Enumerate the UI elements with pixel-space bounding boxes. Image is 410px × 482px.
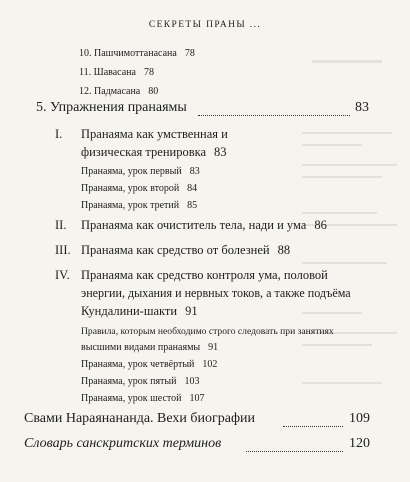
toc-entry-page: 78	[143, 67, 154, 78]
lesson-entry: Пранаяма, урок третий 85	[81, 200, 198, 211]
rules-entry: высшими видами пранаямы 91	[81, 342, 219, 353]
section-title: Пранаяма как средство от болезней 88	[81, 243, 291, 257]
lesson-entry: Пранаяма, урок второй 84	[81, 183, 198, 194]
section-page: 86	[314, 218, 327, 232]
toc-entry-page: 80	[148, 86, 159, 97]
toc-entry	[79, 48, 195, 59]
glossary-page: 120	[349, 436, 370, 451]
lesson-entry: Пранаяма, урок шестой 107	[81, 393, 205, 404]
toc-entry-title: 10. Пашчимоттанасана	[79, 48, 177, 59]
section-title: Пранаяма как средство контроля ума, половой	[81, 268, 328, 282]
dot-leader	[246, 451, 343, 452]
rules-page: 91	[208, 342, 219, 353]
chapter-title: 5. Упражнения пранаямы	[36, 100, 187, 115]
section-title: энергии, дыхания и нервных токов, а также подъёма	[81, 286, 351, 300]
section-number: III.	[55, 243, 71, 257]
dot-leader	[283, 426, 343, 427]
lesson-entry: Пранаяма, урок первый 83	[81, 166, 200, 177]
section-page: 83	[214, 145, 227, 159]
section-title: физическая тренировка 83	[81, 145, 227, 159]
toc-entry	[79, 67, 154, 78]
section-number: IV.	[55, 268, 70, 282]
glossary-title: Словарь санскритских терминов	[24, 436, 222, 451]
section-title: Пранаяма как умственная и	[81, 127, 228, 141]
biography-title: Свами Нараянананда. Вехи биографии	[24, 411, 256, 426]
section-number: I.	[55, 127, 63, 141]
section-number: II.	[55, 218, 67, 232]
toc-entry	[79, 86, 158, 97]
dot-leader	[198, 115, 350, 116]
biography-page: 109	[349, 411, 370, 426]
running-head: СЕКРЕТЫ ПРАНЫ ...	[148, 20, 262, 30]
lesson-entry: Пранаяма, урок пятый 103	[81, 376, 200, 387]
section-page: 91	[185, 304, 198, 318]
lesson-entry: Пранаяма, урок четвёртый 102	[81, 359, 218, 370]
toc-entry-title: 11. Шавасана	[79, 67, 136, 78]
rules-entry: Правила, которым необходимо строго следовать при занятиях	[81, 326, 334, 337]
toc-entry-title: 12. Падмасана	[79, 86, 141, 97]
section-title: Пранаяма как очиститель тела, нади и ума 86	[81, 218, 327, 232]
chapter-page: 83	[355, 100, 369, 115]
section-title: Кундалини-шакти 91	[81, 304, 198, 318]
toc-entry-page: 78	[184, 48, 195, 59]
section-page: 88	[277, 243, 291, 257]
